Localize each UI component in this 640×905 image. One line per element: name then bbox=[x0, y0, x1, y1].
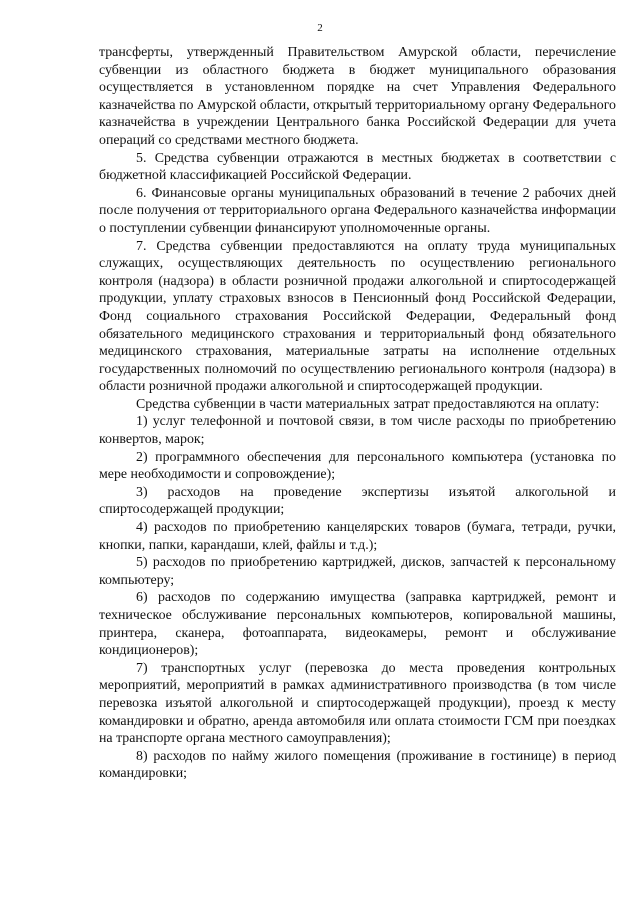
list-item-7: 7) транспортных услуг (перевозка до места проведения контрольных мероприятий, мероприятий в рамках административного производства (в том числе перевозка изъятой алкогольной и спиртосодержащей продукции), проезд к месту командировки и обратно, аренда автомобиля или оплата стоимости ГСМ при поездках на транспорте органа местного самоуправления); bbox=[99, 660, 616, 747]
paragraph-item-5: 5. Средства субвенции отражаются в местных бюджетах в соответствии с бюджетной классификацией Российской Федерации. bbox=[99, 150, 616, 184]
list-item-8: 8) расходов по найму жилого помещения (проживание в гостинице) в период командировки; bbox=[99, 748, 616, 782]
paragraph-item-7: 7. Средства субвенции предоставляются на оплату труда муниципальных служащих, осуществляющих деятельность по осуществлению регионального контроля (надзора) в области розничной продажи алкогольной и спиртосодержащей продукции, уплату страховых взносов в Пенсионный фонд Российской Федерации, Фонд социального страхования Российской Федерации, Федеральный фонд обязательного медицинского страхования и территориальный фонд обязательного медицинского страхования, материальные затраты на исполнение отдельных государственных полномочий по осуществлению регионального контроля (надзора) в области розничной продажи алкогольной и спиртосодержащей продукции. bbox=[99, 238, 616, 395]
list-item-2: 2) программного обеспечения для персонального компьютера (установка по мере необходимости и сопровождение); bbox=[99, 449, 616, 483]
list-item-6: 6) расходов по содержанию имущества (заправка картриджей, ремонт и техническое обслуживание персональных компьютеров, копировальной машины, принтера, сканера, фотоаппарата, видеокамеры, ремонт и обслуживание кондиционеров); bbox=[99, 590, 616, 659]
list-item-5: 5) расходов по приобретению картриджей, дисков, запчастей к персональному компьютеру; bbox=[99, 555, 616, 588]
paragraph-material-costs-intro: Средства субвенции в части материальных затрат предоставляются на оплату: bbox=[136, 396, 600, 412]
paragraph-item-6: 6. Финансовые органы муниципальных образований в течение 2 рабочих дней после получения от территориального органа Федерального казначейства информации о поступлении субвенции финансируют уполномоченные органы. bbox=[99, 185, 616, 236]
page-number: 2 bbox=[317, 22, 323, 34]
list-item-3: 3) расходов на проведение экспертизы изъятой алкогольной и спиртосодержащей продукции; bbox=[99, 484, 616, 518]
document-body bbox=[99, 44, 616, 783]
list-item-4: 4) расходов по приобретению канцелярских товаров (бумага, тетради, ручки, кнопки, папки, карандаши, клей, файлы и т.д.); bbox=[99, 520, 616, 553]
paragraph-transfers-continuation: трансферты, утвержденный Правительством Амурской области, перечисление субвенции из областного бюджета в бюджет муниципального образования осуществляется в установленном порядке на счет Управления Федерального казначейства по Амурской области, открытый территориальному органу Федерального казначейства в учреждении Центрального банка Российской Федерации для учета операций со средствами местного бюджета. bbox=[99, 45, 616, 148]
list-item-1: 1) услуг телефонной и почтовой связи, в том числе расходы по приобретению конвертов, марок; bbox=[99, 414, 616, 448]
